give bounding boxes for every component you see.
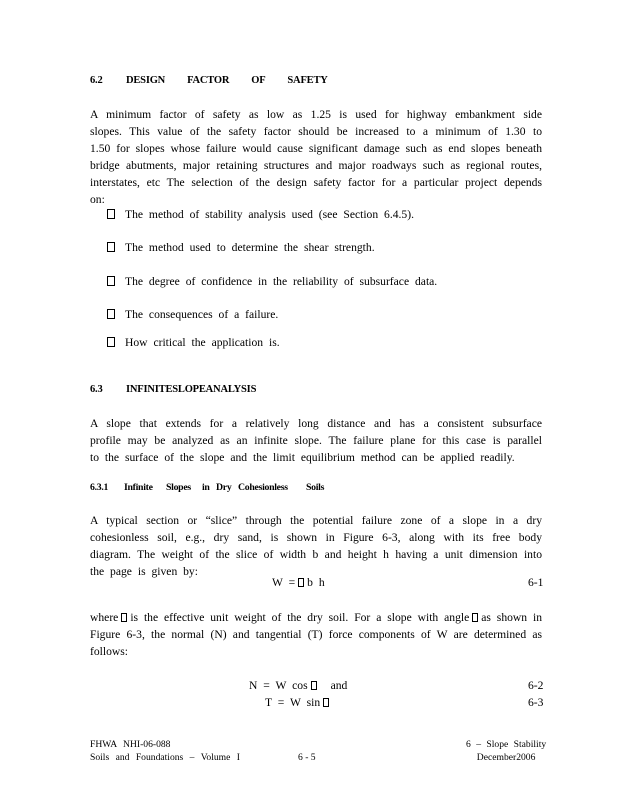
bullet-item: [107, 208, 414, 221]
footer-agency: FHWA NHI-06-088: [90, 739, 171, 750]
gamma-symbol-icon: [121, 613, 127, 622]
equation-6-2: [249, 679, 347, 692]
heading-word: in: [202, 482, 210, 493]
section-6-2-paragraph: A minimum factor of safety as low as 1.25 is used for highway embankment side slopes. This value of the safety factor should be increased to a minimum of 1.30 to 1.50 for slopes whose failure would cause significant damage such as end slopes beneath bridge abutments, major retaining structures and major roadways such as regional routes, interstates, etc The selection of the design safety factor for a particular project depends on:: [90, 108, 542, 206]
equation-lhs: N = W cos: [249, 679, 308, 692]
beta-symbol-icon: [311, 681, 317, 690]
paragraph-text: as shown in Figure 6-3, the normal (N) and tangential (T) force components of W are determined as follows:: [90, 611, 543, 658]
bullet-box-icon: [107, 209, 115, 219]
section-6-3-1-paragraph-2: [90, 609, 542, 660]
heading-word: Cohesionless: [238, 482, 288, 493]
equation-6-1: [272, 576, 325, 589]
beta-symbol-icon: [472, 613, 478, 622]
equation-6-3: [265, 696, 332, 709]
bullet-box-icon: [107, 309, 115, 319]
heading-word: SAFETY: [287, 75, 328, 86]
paragraph-text: is the effective unit weight of the dry soil. For a slope with angle: [130, 611, 470, 624]
equation-lhs: W =: [272, 576, 296, 589]
heading-word: Dry: [216, 482, 232, 493]
bullet-text: The method of stability analysis used (see Section 6.4.5).: [125, 208, 414, 221]
equation-rhs: and: [330, 679, 348, 692]
section-title: INFINITESLOPEANALYSIS: [126, 384, 257, 395]
heading-word: Soils: [306, 482, 325, 493]
equation-lhs: T = W sin: [265, 696, 321, 709]
bullet-text: The method used to determine the shear strength.: [125, 241, 375, 254]
footer-right: [466, 738, 546, 764]
bullet-item: [107, 275, 437, 288]
equation-number: 6-1: [528, 576, 544, 589]
equation-rhs: b h: [307, 576, 325, 589]
bullet-text: The consequences of a failure.: [125, 308, 279, 321]
equation-number: 6-2: [528, 679, 544, 692]
equation-number: 6-3: [528, 696, 544, 709]
gamma-symbol-icon: [298, 578, 304, 587]
heading-word: OF: [251, 75, 266, 86]
footer-left: [90, 738, 240, 764]
section-number: 6.3: [90, 384, 103, 395]
bullet-box-icon: [107, 276, 115, 286]
footer-chapter: 6 – Slope Stability: [466, 739, 547, 750]
footer-date: December2006: [476, 752, 536, 763]
bullet-box-icon: [107, 242, 115, 252]
section-6-2-heading: [90, 75, 350, 86]
section-6-3-1-heading: [90, 482, 324, 493]
section-number: 6.3.1: [90, 482, 109, 493]
heading-word: Slopes: [166, 482, 191, 493]
heading-word: DESIGN: [126, 75, 166, 86]
page-number: 6 - 5: [298, 752, 316, 763]
bullet-text: The degree of confidence in the reliability of subsurface data.: [125, 275, 438, 288]
bullet-item: [107, 241, 375, 254]
section-6-3-1-paragraph: A typical section or “slice” through the potential failure zone of a slope in a dry cohesionless soil, e.g., dry sand, is shown in Figure 6-3, along with its free body diagram. The weight of the slice of width b and height h having a unit dimension into the page is given by:: [90, 514, 542, 578]
heading-word: FACTOR: [187, 75, 230, 86]
section-number: 6.2: [90, 75, 103, 86]
section-6-3-heading: [90, 384, 256, 395]
bullet-box-icon: [107, 337, 115, 347]
bullet-item: [107, 308, 278, 321]
bullet-item: [107, 336, 280, 349]
footer-volume: Soils and Foundations – Volume I: [90, 752, 240, 763]
beta-symbol-icon: [323, 698, 329, 707]
section-6-3-paragraph: A slope that extends for a relatively long distance and has a consistent subsurface profile may be analyzed as an infinite slope. The failure plane for this case is parallel to the surface of the slope and the limit equilibrium method can be applied readily.: [90, 417, 542, 464]
heading-word: Infinite: [124, 482, 153, 493]
bullet-text: How critical the application is.: [125, 336, 280, 349]
paragraph-text: where: [90, 611, 119, 624]
